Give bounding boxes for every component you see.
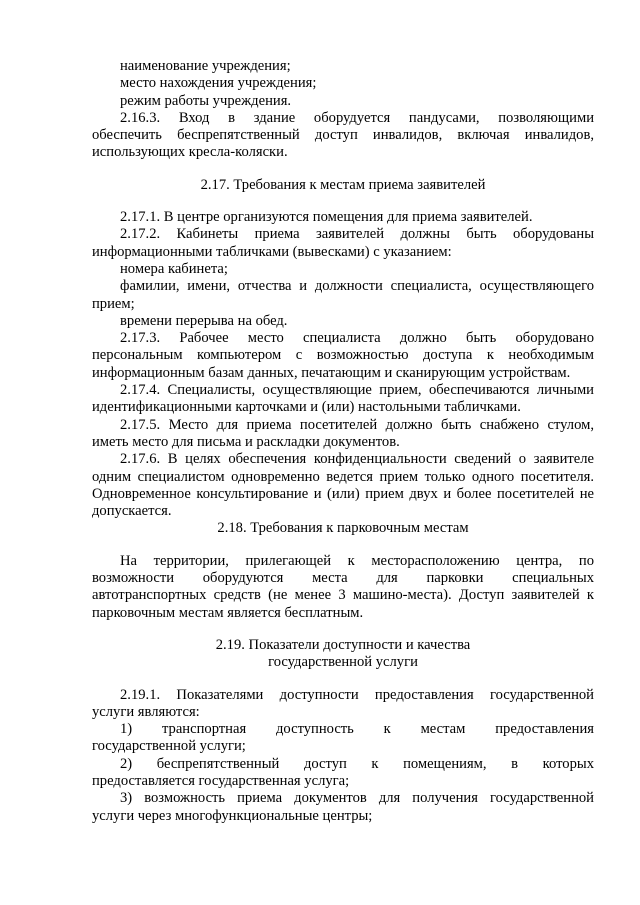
text-line: предоставляется государственная услуга; [92,772,350,789]
text-line: номера кабинета; [120,260,228,277]
text-line: использующих кресла-коляски. [92,144,288,161]
text-line: 2.17.6. В целях обеспечения конфиденциальности сведений о заявителе [120,451,594,468]
text-line: парковочным местам является бесплатным. [92,604,364,621]
section-heading-line: 2.18. Требования к парковочным местам [217,520,469,537]
text-line: обеспечить беспрепятственный доступ инвалидов, включая инвалидов, [92,127,594,144]
paragraph-spacer [92,622,594,637]
text-line: наименование учреждения; [120,58,291,74]
text-line: одним специалистом одновременно ведется прием только одного посетителя. [92,468,594,485]
text-line: место нахождения учреждения; [120,75,317,92]
text-line: 1) транспортная доступность к местам предоставления [120,721,594,738]
text-line: 3) возможность приема документов для получения государственной [120,790,594,807]
text-line: информационными табличками (вывесками) с указанием: [92,243,452,260]
section-heading-line: 2.19. Показатели доступности и качества [215,636,471,653]
paragraph-spacer [92,538,594,553]
section-heading-line: государственной услуги [268,654,418,671]
text-line: государственной услуги; [92,738,246,755]
text-line: 2.17.4. Специалисты, осуществляющие прием, обеспечиваются личными [120,382,594,399]
text-line: персональным компьютером с возможностью доступа к необходимым [92,347,594,364]
section-heading-line: 2.17. Требования к местам приема заявителей [200,176,486,193]
text-line: фамилии, имени, отчества и должности специалиста, осуществляющего [120,278,594,295]
text-line: иметь место для письма и раскладки документов. [92,433,400,450]
text-line: 2) беспрепятственный доступ к помещениям, в которых [120,755,594,772]
text-line: прием; [92,295,135,312]
document-page [92,58,594,825]
text-line: 2.19.1. Показателями доступности предоставления государственной [120,686,594,703]
text-line: 2.16.3. Вход в здание оборудуется пандусами, позволяющими [120,109,594,126]
text-line: допускается. [92,503,172,520]
text-line: 2.17.3. Рабочее место специалиста должно быть оборудовано [120,330,594,347]
text-line: автотранспортных средств (не менее 3 машино-места). Доступ заявителей к [92,587,594,604]
text-line: На территории, прилегающей к месторасположению центра, по [120,552,594,569]
paragraph-spacer [92,194,594,209]
paragraph-spacer [92,672,594,687]
text-line: возможности оборудуются места для парковки специальных [92,570,594,587]
text-line: 2.17.1. В центре организуются помещения для приема заявителей. [120,209,533,226]
text-line: услуги являются: [92,703,200,720]
text-line: 2.17.2. Кабинеты приема заявителей должны быть оборудованы [120,226,594,243]
paragraph-spacer [92,162,594,177]
text-line: времени перерыва на обед. [120,312,288,329]
text-line: идентификационными карточками и (или) настольными табличками. [92,399,521,416]
text-line: режим работы учреждения. [120,92,292,109]
text-line: информационным базам данных, печатающим и сканирующим устройствам. [92,364,571,381]
text-line: Одновременное консультирование и (или) прием двух и более посетителей не [92,485,594,502]
text-line: услуги через многофункциональные центры; [92,807,373,824]
text-line: 2.17.5. Место для приема посетителей должно быть снабжено стулом, [120,416,594,433]
